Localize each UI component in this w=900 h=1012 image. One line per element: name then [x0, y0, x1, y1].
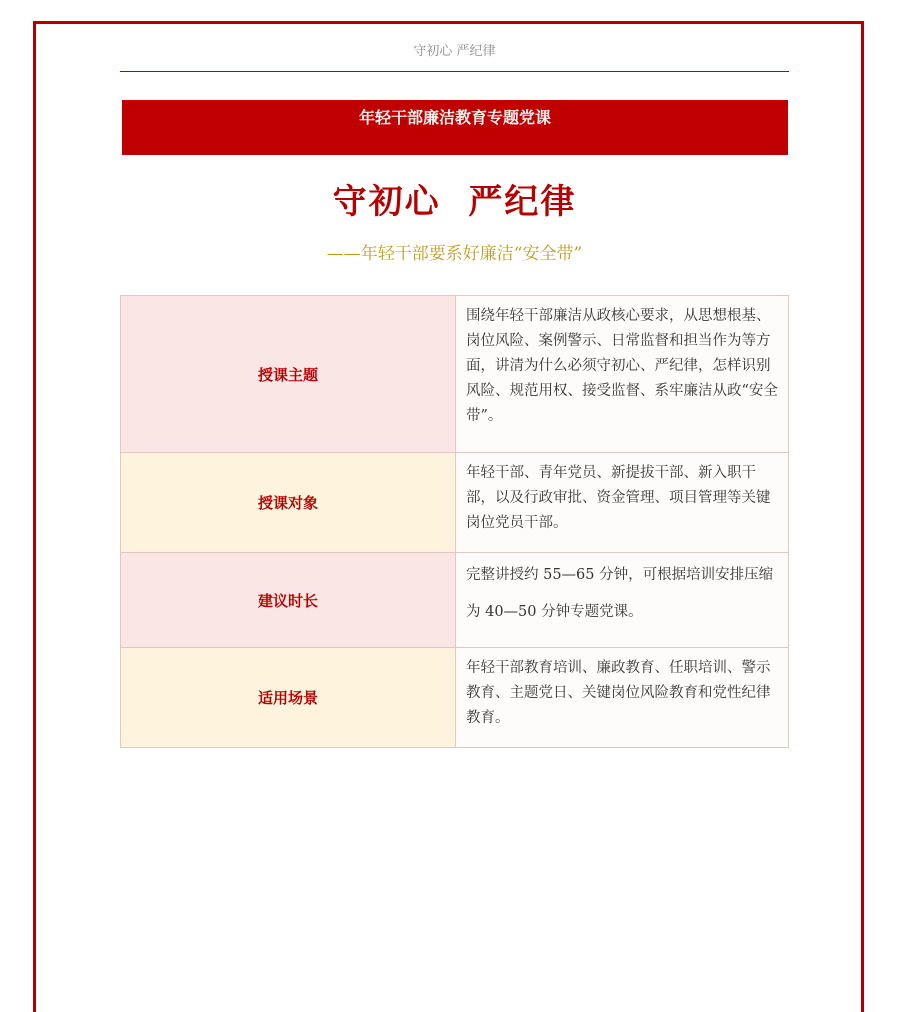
running-header: 守初心 严纪律: [120, 40, 789, 72]
row-value-scenarios: 年轻干部教育培训、廉政教育、任职培训、警示教育、主题党日、关键岗位风险教育和党性纪律教育。: [456, 648, 789, 748]
table-row-duration: [121, 553, 789, 648]
page-subtitle: ——年轻干部要系好廉洁“安全带”: [326, 244, 583, 264]
row-value-audience: 年轻干部、青年党员、新提拔干部、新入职干部，以及行政审批、资金管理、项目管理等关键岗位党员干部。: [456, 453, 789, 553]
row-value-duration: 完整讲授约 55—65 分钟，可根据培训安排压缩为 40—50 分钟专题党课。: [456, 553, 789, 648]
row-label-scenarios: 适用场景: [121, 648, 456, 748]
table-row-scenarios: [121, 648, 789, 748]
row-label-audience: 授课对象: [121, 453, 456, 553]
table-row-audience: [121, 453, 789, 553]
page-title: 守初心 严纪律: [332, 182, 577, 222]
row-label-duration: 建议时长: [121, 553, 456, 648]
row-label-topic: 授课主题: [121, 296, 456, 453]
course-info-table: [120, 295, 789, 748]
row-value-topic: 围绕年轻干部廉洁从政核心要求，从思想根基、岗位风险、案例警示、日常监督和担当作为等方面，讲清为什么必须守初心、严纪律，怎样识别风险、规范用权、接受监督、系牢廉洁从政“安全带”。: [456, 296, 789, 453]
course-banner: 年轻干部廉洁教育专题党课: [122, 100, 788, 155]
table-row-topic: [121, 296, 789, 453]
